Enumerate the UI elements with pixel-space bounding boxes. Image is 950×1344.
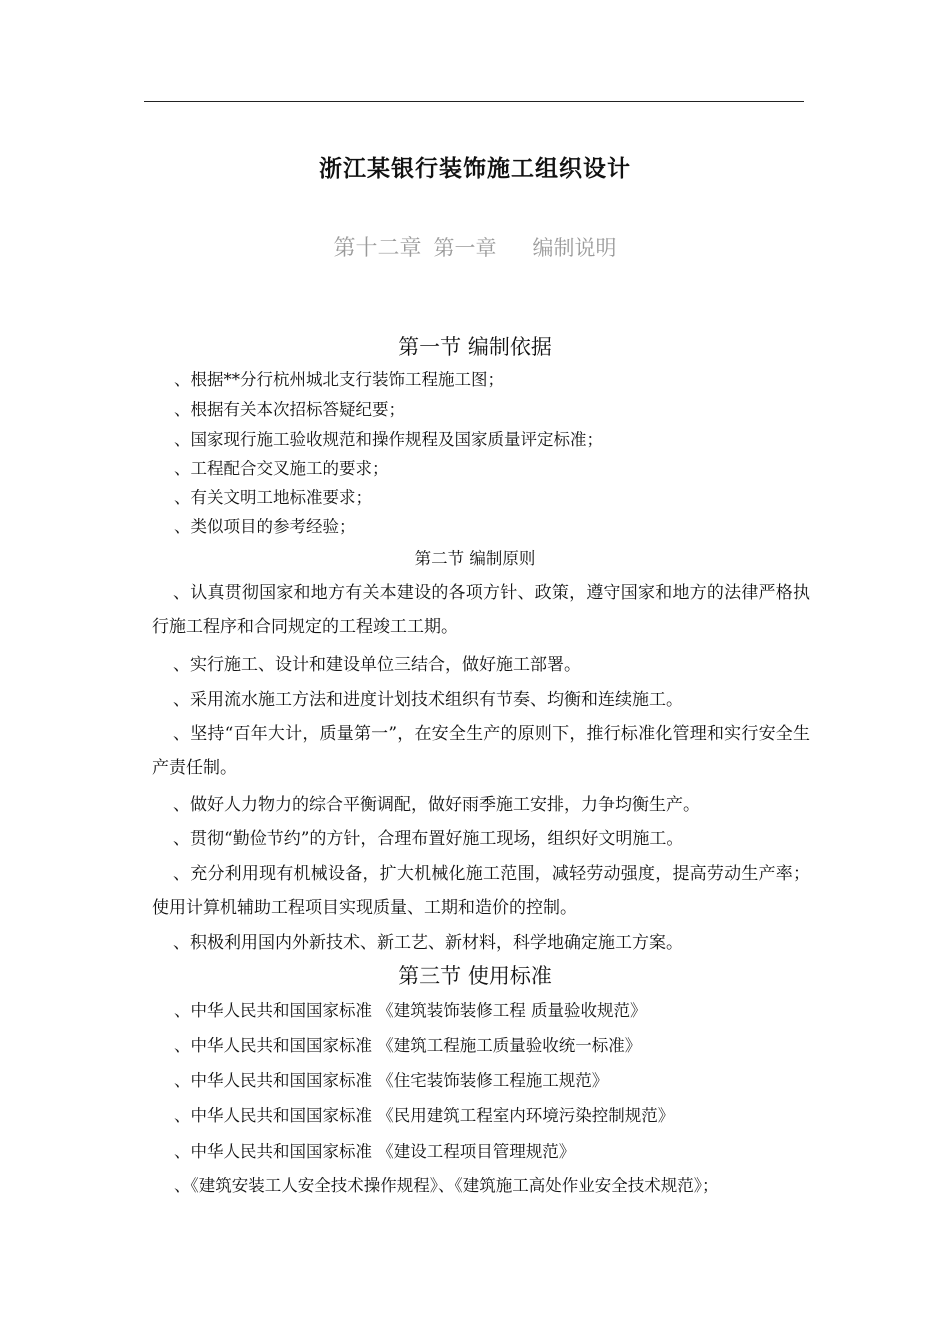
paragraph: 、认真贯彻国家和地方有关本建设的各项方针、政策，遵守国家和地方的法律严格执行施工程序和合同规定的工程竣工工期。: [152, 583, 810, 637]
chapter-heading: [0, 231, 950, 262]
chapter-title: 编制说明: [532, 236, 617, 260]
paragraph: 、坚持“百年大计，质量第一”，在安全生产的原则下，推行标准化管理和实行安全生产责任制。: [152, 724, 810, 778]
document-title: 浙江某银行装饰施工组织设计: [319, 155, 631, 182]
paragraph: 、充分利用现有机械设备，扩大机械化施工范围，减轻劳动强度，提高劳动生产率；使用计算机辅助工程项目实现质量、工期和造价的控制。: [152, 864, 810, 918]
list-item: 、根据**分行杭州城北支行装饰工程施工图；: [174, 370, 504, 389]
chapter-subnumber: 第一章: [433, 236, 497, 260]
list-item: 、中华人民共和国国家标准 《民用建筑工程室内环境污染控制规范》: [174, 1106, 675, 1125]
section-heading-1: 第一节 编制依据: [398, 335, 552, 359]
paragraph: 、采用流水施工方法和进度计划技术组织有节奏、均衡和连续施工。: [173, 690, 683, 710]
list-item: 、国家现行施工验收规范和操作规程及国家质量评定标准；: [174, 430, 603, 449]
list-item: 、中华人民共和国国家标准 《建筑装饰装修工程 质量验收规范》: [174, 1001, 647, 1020]
chapter-number: 第十二章: [333, 236, 422, 261]
list-item: 、中华人民共和国国家标准 《建筑工程施工质量验收统一标准》: [174, 1036, 642, 1055]
list-item: 、中华人民共和国国家标准 《住宅装饰装修工程施工规范》: [174, 1071, 609, 1090]
list-item: 、中华人民共和国国家标准 《建设工程项目管理规范》: [174, 1142, 576, 1161]
section-heading-3: 第三节 使用标准: [398, 964, 552, 988]
list-item: 、有关文明工地标准要求；: [174, 488, 372, 507]
paragraph: 、做好人力物力的综合平衡调配，做好雨季施工安排，力争均衡生产。: [173, 795, 700, 815]
header-rule: [144, 101, 804, 102]
section-heading-2: 第二节 编制原则: [414, 549, 536, 568]
paragraph: 、实行施工、设计和建设单位三结合，做好施工部署。: [173, 655, 581, 675]
list-item: 、工程配合交叉施工的要求；: [174, 459, 389, 478]
list-item: 、根据有关本次招标答疑纪要；: [174, 400, 405, 419]
paragraph: 、贯彻“勤俭节约”的方针，合理布置好施工现场，组织好文明施工。: [173, 829, 684, 849]
paragraph: 、积极利用国内外新技术、新工艺、新材料，科学地确定施工方案。: [173, 933, 683, 953]
list-item: 、《建筑安装工人安全技术操作规程》、《建筑施工高处作业安全技术规范》；: [174, 1176, 719, 1195]
list-item: 、类似项目的参考经验；: [174, 517, 356, 536]
